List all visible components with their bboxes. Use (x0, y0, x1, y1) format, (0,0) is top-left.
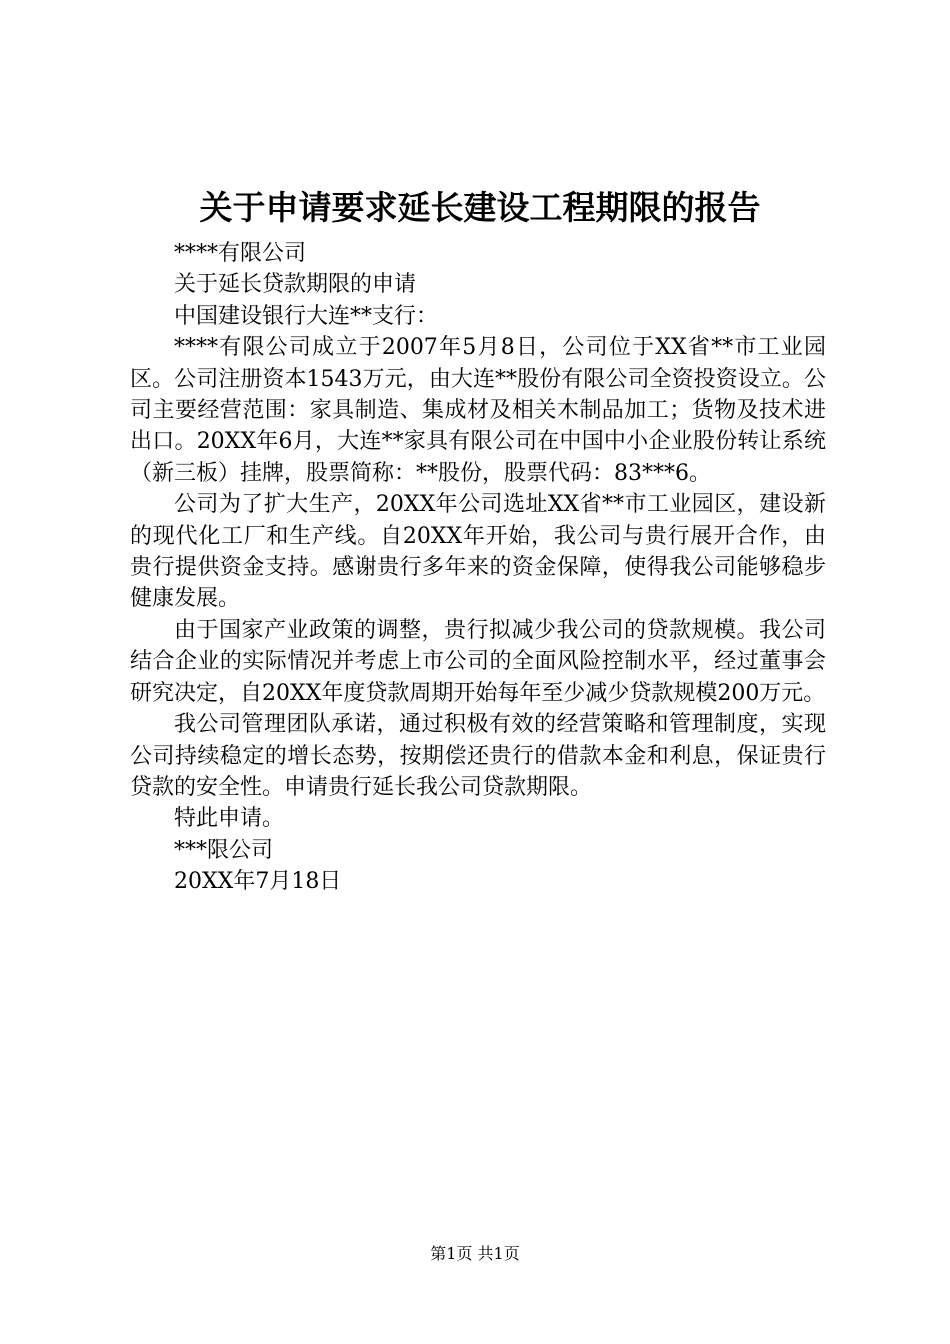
body-paragraph: 由于国家产业政策的调整，贵行拟减少我公司的贷款规模。我公司结合企业的实际情况并考虑上市公司的全面风险控制水平，经过董事会研究决定，自20XX年度贷款周期开始每年至少减少贷款规模200万元。 (130, 617, 826, 706)
company-name-line: ****有限公司 (174, 241, 307, 266)
closing-line: 特此申请。 (174, 806, 285, 832)
date-line: 20XX年7月18日 (174, 869, 342, 895)
body-paragraph: 公司为了扩大生产，20XX年公司选址XX省**市工业园区，建设新的现代化工厂和生产线。自20XX年开始，我公司与贵行展开合作，由贵行提供资金支持。感谢贵行多年来的资金保障，使得我公司能够稳步健康发展。 (130, 492, 826, 612)
recipient-line: 中国建设银行大连**支行： (174, 303, 439, 329)
signature-line: ***限公司 (174, 837, 274, 863)
page-footer: 第1页 共1页 (430, 1244, 520, 1263)
document-body (130, 238, 826, 898)
document-title: 关于申请要求延长建设工程期限的报告 (199, 188, 761, 227)
body-paragraph: ****有限公司成立于2007年5月8日，公司位于XX省**市工业园区。公司注册资本1543万元，由大连**股份有限公司全资投资设立。公司主要经营范围：家具制造、集成材及相关木制品加工；货物及技术进出口。20XX年6月，大连**家具有限公司在中国中小企业股份转让系统（新三板）挂牌，股票简称：**股份，股票代码：83***6。 (130, 335, 826, 486)
body-paragraph: 我公司管理团队承诺，通过积极有效的经营策略和管理制度，实现公司持续稳定的增长态势，按期偿还贵行的借款本金和利息，保证贵行贷款的安全性。申请贵行延长我公司贷款期限。 (130, 712, 826, 800)
subject-line: 关于延长贷款期限的申请 (174, 272, 417, 298)
